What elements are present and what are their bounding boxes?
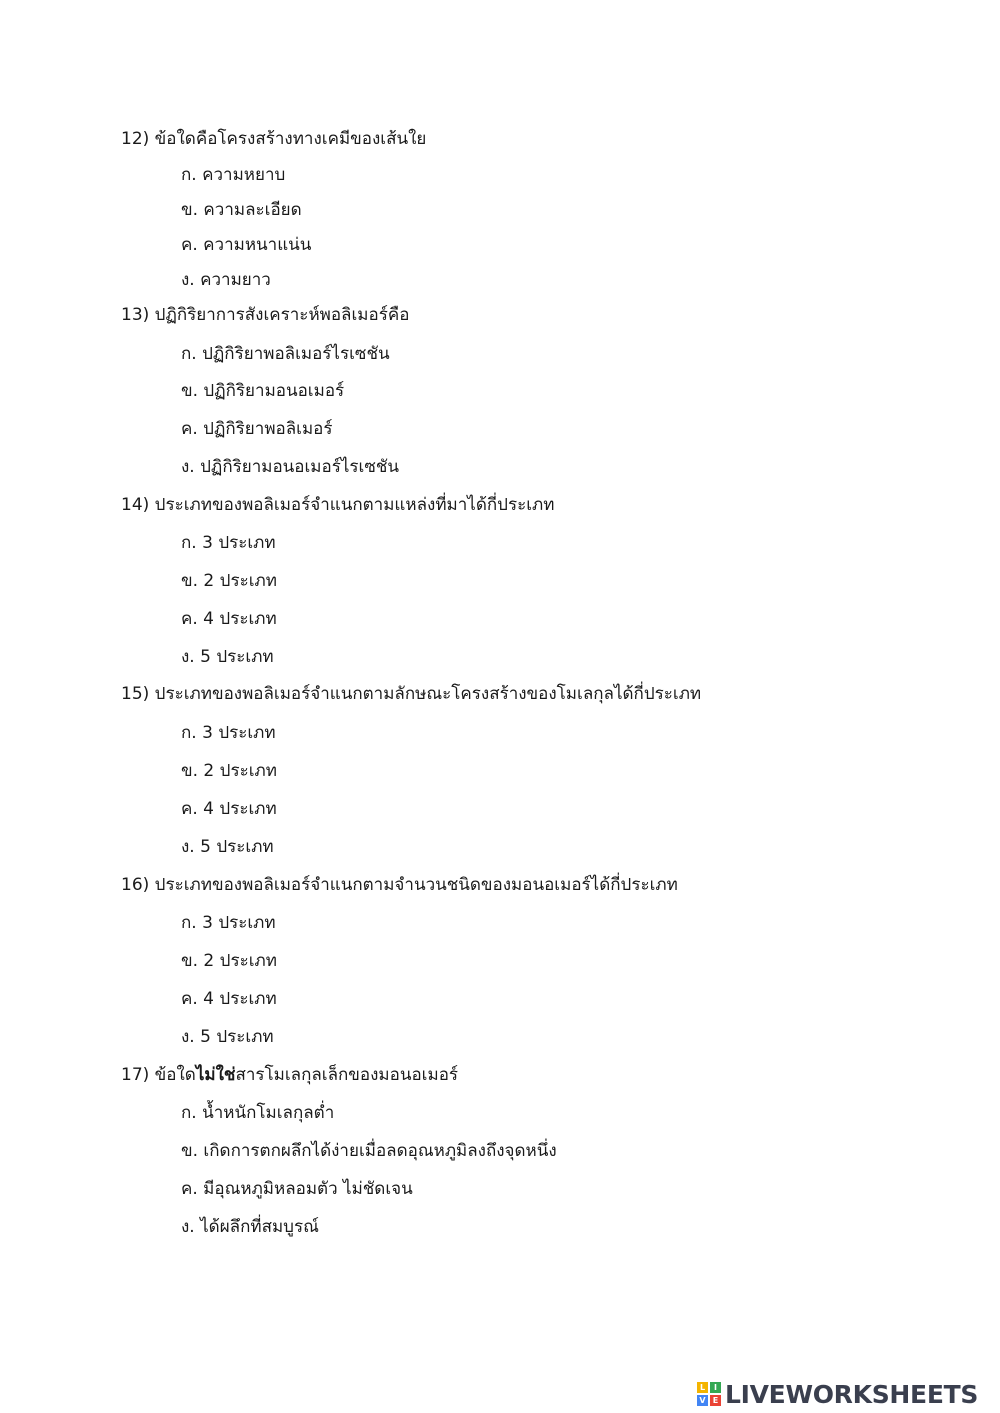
option: ข. 2 ประเภท <box>181 761 277 781</box>
logo-text: LIVEWORKSHEETS <box>725 1379 979 1409</box>
logo-tile: I <box>710 1382 721 1393</box>
option: ก. น้ำหนักโมเลกุลต่ำ <box>181 1103 335 1123</box>
option: ค. 4 ประเภท <box>181 799 277 819</box>
question-16: 16) ประเภทของพอลิเมอร์จำแนกตามจำนวนชนิดของมอนอเมอร์ได้กี่ประเภท <box>121 875 678 895</box>
logo-tiles-icon <box>697 1382 721 1406</box>
option: ก. ความหยาบ <box>181 165 286 185</box>
logo-tile: L <box>697 1382 708 1393</box>
option: ก. 3 ประเภท <box>181 913 276 933</box>
option: ค. 4 ประเภท <box>181 989 277 1009</box>
logo-tile: V <box>697 1395 708 1406</box>
liveworksheets-logo <box>697 1378 978 1410</box>
question-suffix: สารโมเลกุลเล็กของมอนอเมอร์ <box>235 1065 459 1085</box>
question-prefix: 17) ข้อใด <box>121 1065 196 1085</box>
option: ง. 5 ประเภท <box>181 1027 274 1047</box>
option: ข. 2 ประเภท <box>181 951 277 971</box>
question-13: 13) ปฏิกิริยาการสังเคราะห์พอลิเมอร์คือ <box>121 305 410 325</box>
option: ง. 5 ประเภท <box>181 837 274 857</box>
option: ค. มีอุณหภูมิหลอมตัว ไม่ชัดเจน <box>181 1179 413 1199</box>
question-12: 12) ข้อใดคือโครงสร้างทางเคมีของเส้นใย <box>121 129 427 149</box>
option: ก. 3 ประเภท <box>181 533 276 553</box>
option: ค. 4 ประเภท <box>181 609 277 629</box>
option: ง. 5 ประเภท <box>181 647 274 667</box>
option: ง. ปฏิกิริยามอนอเมอร์ไรเซชัน <box>181 457 400 477</box>
option: ง. ได้ผลึกที่สมบูรณ์ <box>181 1217 319 1237</box>
option: ก. ปฏิกิริยาพอลิเมอร์ไรเซชัน <box>181 344 390 364</box>
option: ค. ปฏิกิริยาพอลิเมอร์ <box>181 419 333 439</box>
question-17 <box>121 1061 458 1088</box>
option: ข. เกิดการตกผลึกได้ง่ายเมื่อลดอุณหภูมิลงถึงจุดหนึ่ง <box>181 1141 557 1161</box>
option: ข. 2 ประเภท <box>181 571 277 591</box>
option: ค. ความหนาแน่น <box>181 235 312 255</box>
option: ง. ความยาว <box>181 270 271 290</box>
question-14: 14) ประเภทของพอลิเมอร์จำแนกตามแหล่งที่มาได้กี่ประเภท <box>121 495 555 515</box>
question-emphasis: ไม่ใช่ <box>195 1065 236 1085</box>
option: ข. ความละเอียด <box>181 200 302 220</box>
logo-tile: E <box>710 1395 721 1406</box>
option: ข. ปฏิกิริยามอนอเมอร์ <box>181 381 345 401</box>
question-15: 15) ประเภทของพอลิเมอร์จำแนกตามลักษณะโครงสร้างของโมเลกุลได้กี่ประเภท <box>121 684 702 704</box>
option: ก. 3 ประเภท <box>181 723 276 743</box>
